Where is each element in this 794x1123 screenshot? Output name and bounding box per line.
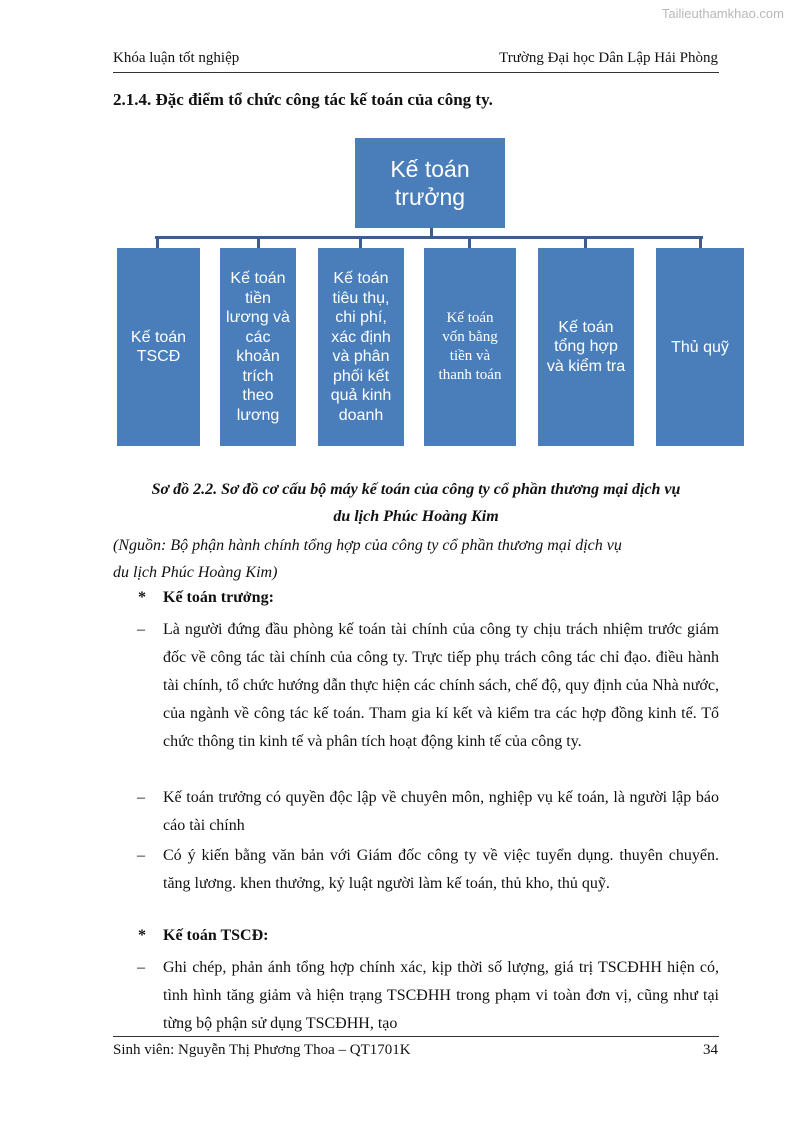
paragraph: Có ý kiến bằng văn bản với Giám đốc công ty về việc tuyển dụng. thuyên chuyển. tăng lương. khen thưởng, kỷ luật người làm kế toán, thủ kho, thủ quỹ. — [163, 847, 719, 892]
connector-child-1 — [156, 236, 159, 248]
box-line: tiền — [245, 289, 271, 307]
box-line: và phân — [332, 348, 390, 365]
box-treasurer — [656, 248, 744, 446]
source-line-2: du lịch Phúc Hoàng Kim) — [113, 564, 278, 581]
box-line: tổng hợp — [554, 338, 618, 356]
box-line: Kế toán — [446, 310, 494, 326]
box-line: lương — [236, 406, 280, 424]
box-cash-payment — [424, 248, 516, 446]
box-line: Thủ quỹ — [671, 338, 729, 356]
footer-student: Sinh viên: Nguyễn Thị Phương Thoa – QT1701K — [113, 1042, 411, 1058]
footer-rule — [113, 1036, 719, 1037]
box-line: khoản — [236, 348, 280, 365]
connector-horizontal — [155, 236, 703, 239]
caption-line-1: Sơ đồ 2.2. Sơ đồ cơ cấu bộ máy kế toán của công ty cổ phần thương mại dịch vụ — [151, 481, 681, 498]
star-bullet: * — [138, 927, 146, 944]
connector-child-5 — [584, 236, 587, 248]
connector-child-6 — [699, 236, 702, 248]
box-line: TSCĐ — [136, 348, 181, 365]
list-item — [137, 616, 719, 756]
dash-bullet: – — [137, 621, 145, 638]
org-chart — [0, 0, 794, 460]
heading-chief-accountant — [138, 589, 274, 607]
box-line: Kế toán — [230, 270, 286, 287]
box-line: theo — [242, 387, 274, 404]
figure-source — [113, 532, 719, 586]
box-line: doanh — [338, 406, 384, 424]
box-line: vốn bằng — [442, 329, 498, 345]
box-general-audit — [538, 248, 634, 446]
box-sales-cost — [318, 248, 404, 446]
box-line: lương và — [226, 309, 290, 326]
heading-fixed-assets — [138, 927, 269, 945]
header-left: Khóa luận tốt nghiệp — [113, 50, 240, 66]
figure-caption — [113, 476, 719, 530]
list-item — [137, 842, 719, 898]
dash-bullet: – — [137, 959, 145, 976]
paragraph: Ghi chép, phản ánh tổng hợp chính xác, kịp thời số lượng, giá trị TSCĐHH hiện có, tình hình tăng giảm và hiện trạng TSCĐHH trong phạm vi toàn đơn vị, cũng như tại từng bộ phận sử dụng TSCĐHH, tạo — [163, 959, 719, 1032]
dash-bullet: – — [137, 789, 145, 806]
heading-text: Kế toán trưởng: — [163, 589, 274, 606]
box-chief-accountant-line: trưởng — [394, 184, 466, 210]
page-number: 34 — [703, 1042, 718, 1058]
box-line: thanh toán — [438, 367, 502, 383]
connector-child-4 — [468, 236, 471, 248]
box-fixed-assets — [117, 248, 200, 446]
list-item — [137, 954, 719, 1038]
box-line: tiêu thụ, — [332, 289, 390, 307]
box-salary — [220, 248, 296, 446]
box-line: Kế toán — [558, 318, 614, 336]
box-line: Kế toán — [333, 270, 389, 287]
header-right: Trường Đại học Dân Lập Hải Phòng — [499, 50, 718, 66]
box-line: chi phí, — [335, 309, 387, 326]
star-bullet: * — [138, 589, 146, 606]
heading-text: Kế toán TSCĐ: — [163, 927, 269, 944]
paragraph: Là người đứng đầu phòng kế toán tài chính của công ty chịu trách nhiệm trước giám đốc về công tác tài chính của công ty. Trực tiếp phụ trách công tác chỉ đạo. điều hành tài chính, tổ chức hướng dẫn thực hiện các chính sách, chế độ, quy định của Nhà nước, của ngành về công tác kế toán. Tham gia kí kết và kiểm tra các hợp đồng kinh tế. Tổ chức thông tin kinh tế và phân tích hoạt động kinh tế của công ty. — [163, 621, 719, 750]
box-line: các — [245, 328, 271, 346]
dash-bullet: – — [137, 847, 145, 864]
box-line: và kiểm tra — [546, 357, 626, 375]
watermark: Tailieuthamkhao.com — [661, 6, 784, 21]
caption-line-2: du lịch Phúc Hoàng Kim — [333, 508, 499, 525]
box-line: xác định — [331, 328, 391, 346]
box-line: tiền và — [449, 348, 491, 364]
section-title: 2.1.4. Đặc điểm tổ chức công tác kế toán của công ty. — [113, 90, 493, 109]
box-line: quả kinh — [330, 387, 392, 404]
box-chief-accountant-line: Kế toán — [390, 156, 470, 182]
box-chief-accountant — [355, 138, 505, 228]
connector-child-2 — [257, 236, 260, 248]
box-line: phối kết — [332, 367, 390, 385]
connector-child-3 — [359, 236, 362, 248]
box-line: trích — [242, 367, 274, 385]
paragraph: Kế toán trưởng có quyền độc lập về chuyên môn, nghiệp vụ kế toán, là người lập báo cáo tài chính — [163, 789, 719, 834]
box-line: Kế toán — [130, 329, 187, 346]
list-item — [137, 784, 719, 840]
source-line-1: (Nguồn: Bộ phận hành chính tổng hợp của công ty cổ phần thương mại dịch vụ — [113, 537, 622, 554]
